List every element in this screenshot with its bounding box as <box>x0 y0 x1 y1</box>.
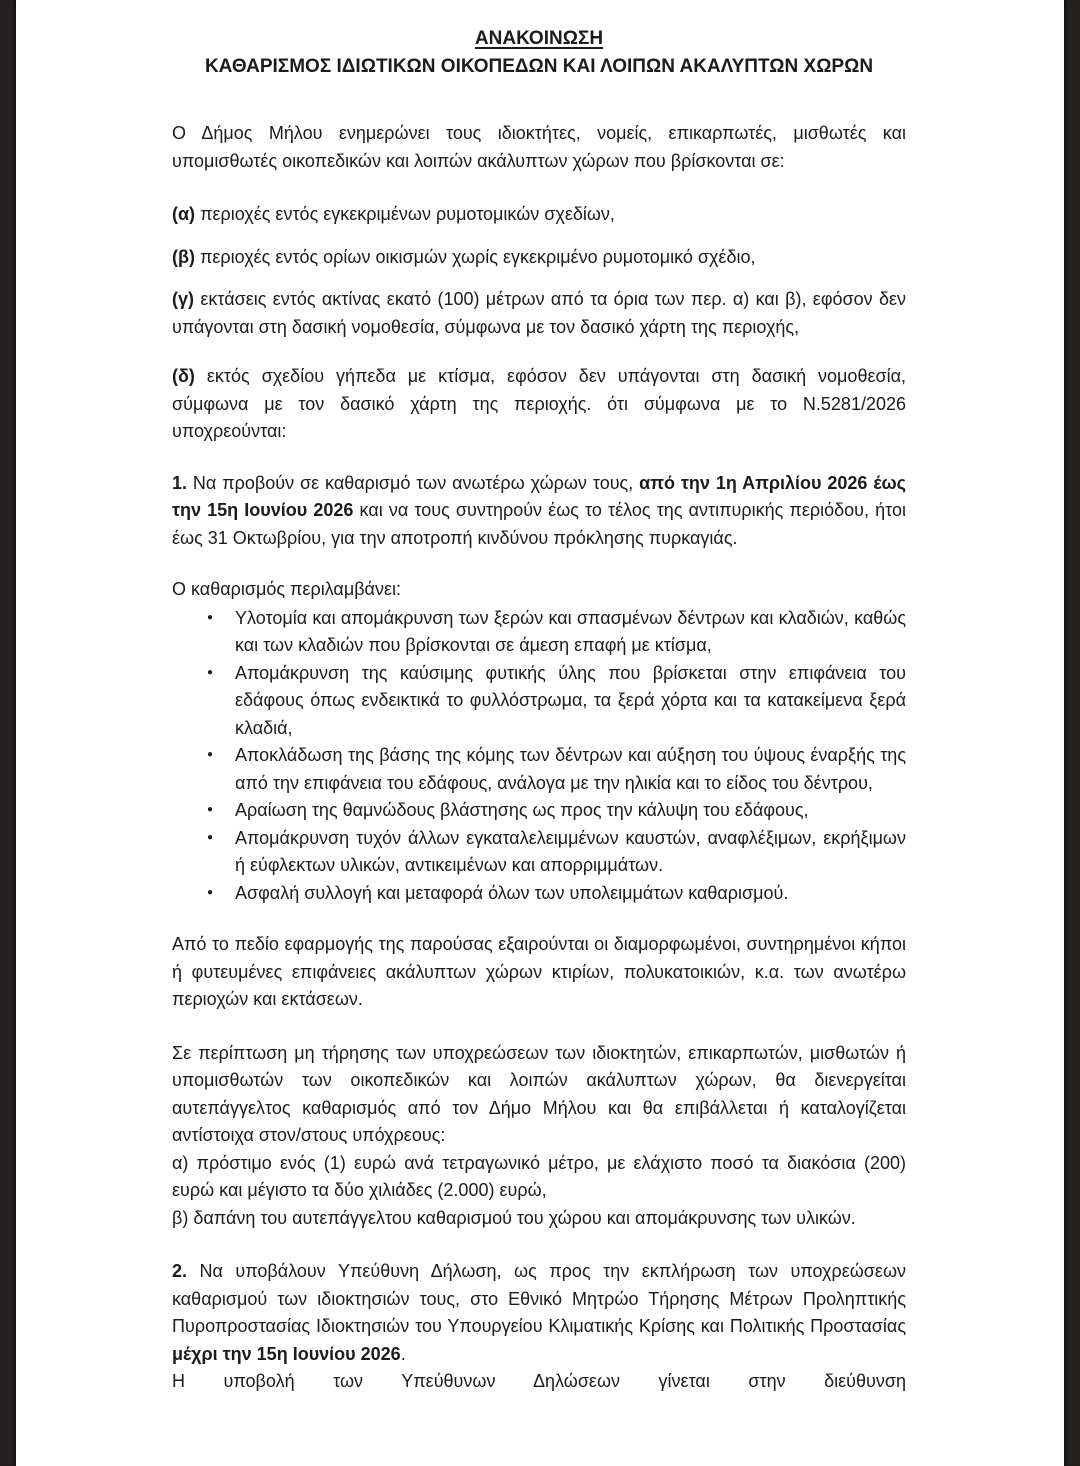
obligation-1-text-end: και να τους συντηρούν έως το τέλος της αντιπυρικής περιόδου, ήτοι έως 31 Οκτωβρίου, για την αποτροπή κινδύνου πρόκλησης πυρκαγιάς. <box>172 500 906 548</box>
zone-label-b: (β) <box>172 246 195 267</box>
document-subtitle: ΚΑΘΑΡΙΣΜΟΣ ΙΔΙΩΤΙΚΩΝ ΟΙΚΟΠΕΔΩΝ ΚΑΙ ΛΟΙΠΩΝ ΑΚΑΛΥΠΤΩΝ ΧΩΡΩΝ <box>204 56 874 77</box>
penalty-item-a: α) πρόστιμο ενός (1) ευρώ ανά τετραγωνικό μέτρο, με ελάχιστο ποσό τα διακόσια (200) ευρώ και μέγιστο τα δύο χιλιάδες (2.000) ευρώ, <box>172 1152 906 1200</box>
zone-text-c: εκτάσεις εντός ακτίνας εκατό (100) μέτρων από τα όρια των περ. α) και β), εφόσον δεν υπάγονται στη δασική νομοθεσία, σύμφωνα με τον δασικό χάρτη της περιοχής, <box>172 289 906 337</box>
obligation-2-text-start: Να υποβάλουν Υπεύθυνη Δήλωση, ως προς την εκπλήρωση των υποχρεώσεων καθαρισμού των ιδιοκτησιών τους, στο Εθνικό Μητρώο Τήρησης Μέτρων Προληπτικής Πυροπροστασίας Ιδιοκτησιών του Υπουργείου Κλιματικής Κρίσης και Πολιτικής Προστασίας <box>172 1261 906 1336</box>
obligation-2-deadline: μέχρι την 15η Ιουνίου 2026 <box>172 1343 401 1364</box>
cleaning-item: ● Υλοτομία και απομάκρυνση των ξερών και σπασμένων δέντρων και κλαδιών, καθώς και των κλαδιών που βρίσκονται σε άμεση επαφή με κτίσμα, <box>235 605 906 660</box>
obligation-2-text-end: . <box>400 1343 406 1364</box>
zone-label-d: (δ) <box>172 366 195 386</box>
zone-item-d <box>172 363 906 446</box>
closing-line: Η υποβολή των Υπεύθυνων Δηλώσεων γίνεται στην διεύθυνση <box>172 1371 906 1391</box>
cleaning-item: ● Απομάκρυνση της καύσιμης φυτικής ύλης που βρίσκεται στην επιφάνεια του εδάφους όπως ενδεικτικά το φυλλόστρωμα, τα ξερά χόρτα και τα κατακείμενα ξερά κλαδιά, <box>235 660 906 743</box>
zone-text-d: εκτός σχεδίου γήπεδα με κτίσμα, εφόσον δεν υπάγονται στη δασική νομοθεσία, σύμφωνα με τον δασικό χάρτη της περιοχής. ότι σύμφωνα με το Ν.5281/2026 υποχρεούνται: <box>172 366 906 441</box>
document-title <box>172 26 906 52</box>
obligation-1-paragraph <box>172 470 906 553</box>
obligation-1-text-start: Να προβούν σε καθαρισμό των ανωτέρω χώρων τους, <box>187 472 640 493</box>
zone-text-a: περιοχές εντός εγκεκριμένων ρυμοτομικών σχεδίων, <box>195 204 615 224</box>
cleaning-heading: Ο καθαρισμός περιλαμβάνει: <box>172 579 401 599</box>
scanner-edge-left <box>0 0 16 1466</box>
noncompliance-paragraph: Σε περίπτωση μη τήρησης των υποχρεώσεων των ιδιοκτητών, επικαρπωτών, μισθωτών ή υπομισθωτών των οικοπεδικών και λοιπών ακάλυπτων χώρων, θα διενεργείται αυτεπάγγελτος καθαρισμός από τον Δήμο Μήλου και θα επιβάλλεται ή καταλογίζεται αντίστοιχα στον/στους υπόχρεους: <box>172 1042 906 1145</box>
zone-item-b <box>172 244 906 272</box>
cleaning-item: ● Ασφαλή συλλογή και μεταφορά όλων των υπολειμμάτων καθαρισμού. <box>235 880 906 908</box>
scanner-edge-right <box>1064 0 1080 1466</box>
zone-label-a: (α) <box>172 204 196 224</box>
zone-label-c: (γ) <box>172 289 194 309</box>
cleaning-item: ● Απομάκρυνση τυχόν άλλων εγκαταλελειμμένων καυστών, αναφλέξιμων, εκρήξιμων ή εύφλεκτων υλικών, αντικειμένων και απορριμμάτων. <box>235 825 906 880</box>
document-title-text: ΑΝΑΚΟΙΝΩΣΗ <box>474 28 604 49</box>
zone-item-a <box>172 201 906 229</box>
obligation-1-number: 1. <box>172 472 188 493</box>
exemption-paragraph: Από το πεδίο εφαρμογής της παρούσας εξαιρούνται οι διαμορφωμένοι, συντηρημένοι κήποι ή φυτευμένες επιφάνειες ακάλυπτων χώρων κτιρίων, πολυκατοικιών, κ.α. των ανωτέρω περιοχών και εκτάσεων. <box>172 934 906 1009</box>
cleaning-item: ● Αραίωση της θαμνώδους βλάστησης ως προς την κάλυψη του εδάφους, <box>235 797 906 825</box>
intro-paragraph: Ο Δήμος Μήλου ενημερώνει τους ιδιοκτήτες, νομείς, επικαρπωτές, μισθωτές και υπομισθωτές οικοπεδικών και λοιπών ακάλυπτων χώρων που βρίσκονται σε: <box>172 123 906 171</box>
obligation-2-paragraph <box>172 1258 906 1368</box>
cleaning-item: ● Αποκλάδωση της βάσης της κόμης των δέντρων και αύξηση του ύψους έναρξής της από την επιφάνεια του εδάφους, ανάλογα με την ηλικία και το είδος του δέντρου, <box>235 742 906 797</box>
zone-text-b: περιοχές εντός ορίων οικισμών χωρίς εγκεκριμένο ρυμοτομικό σχέδιο, <box>194 246 756 267</box>
obligation-1-deadline: από την 1η Απριλίου 2026 έως την 15η Ιουνίου 2026 <box>172 472 907 520</box>
document-page <box>16 0 1064 1466</box>
cleaning-list <box>172 605 906 908</box>
obligation-2-number: 2. <box>172 1261 188 1281</box>
zone-item-c <box>172 286 906 341</box>
penalty-item-b: β) δαπάνη του αυτεπάγγελτου καθαρισμού του χώρου και απομάκρυνσης των υλικών. <box>172 1207 856 1228</box>
